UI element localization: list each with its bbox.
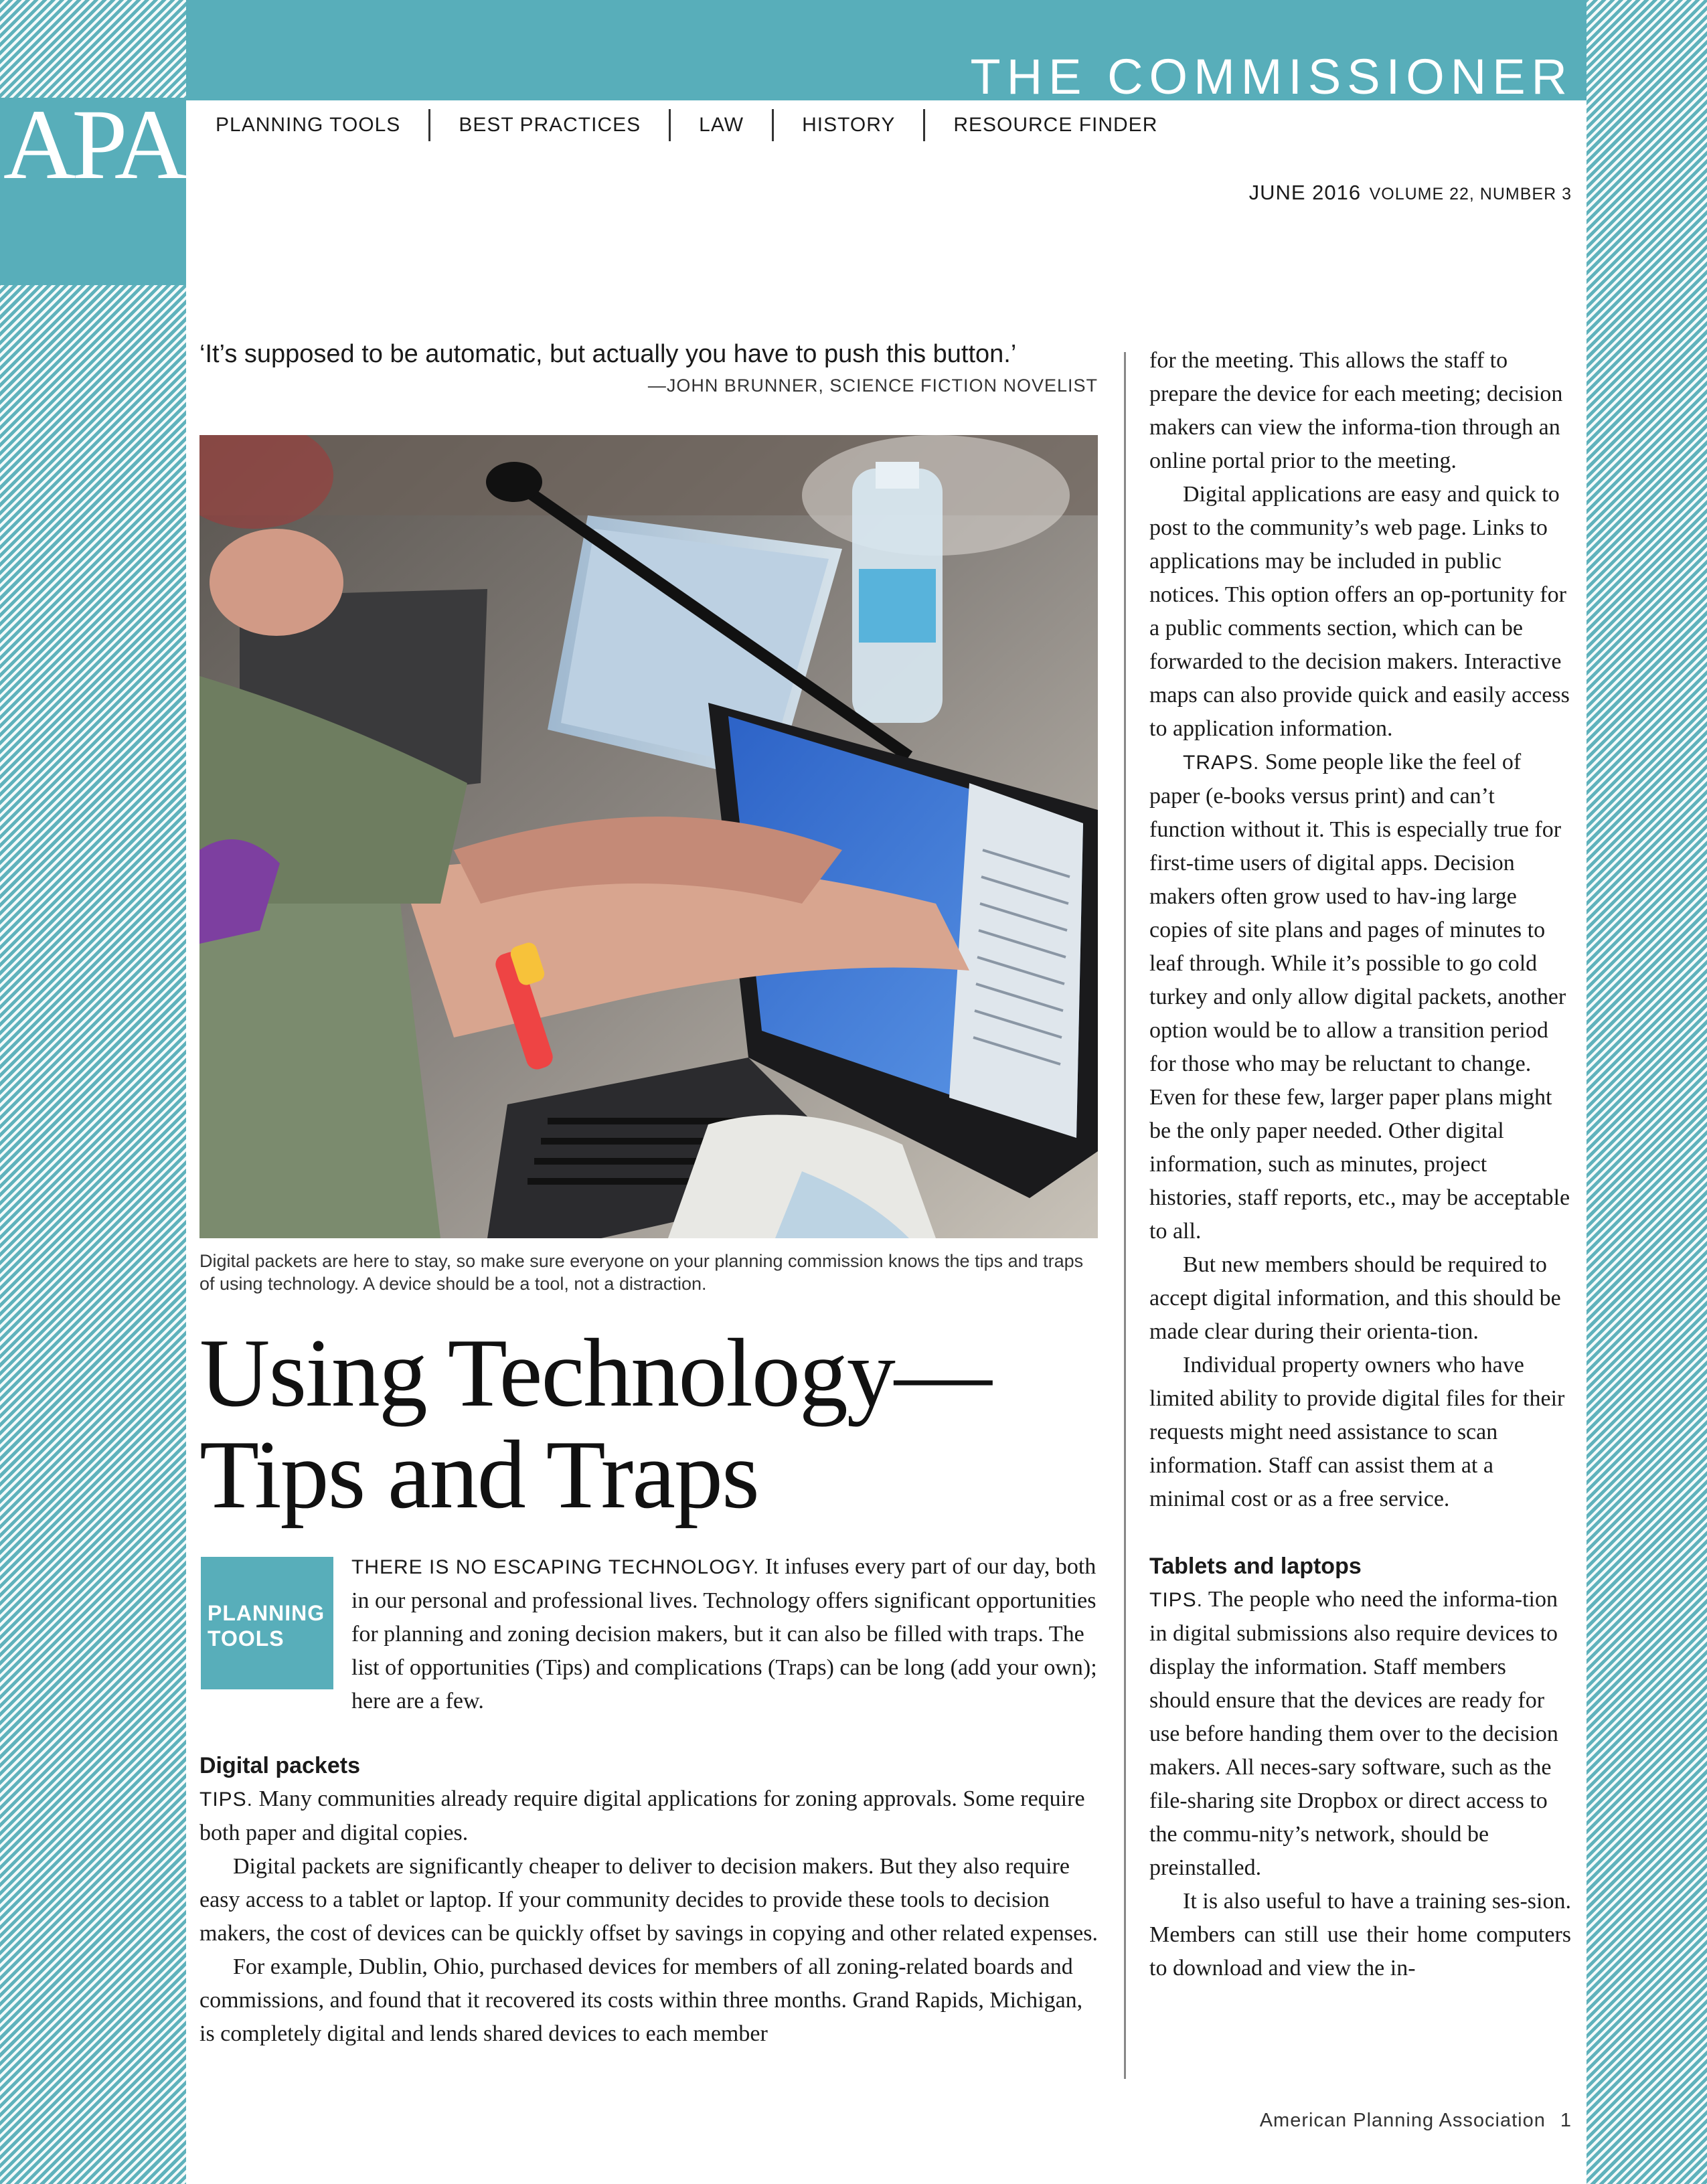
quote-attribution: —JOHN BRUNNER, SCIENCE FICTION NOVELIST [647, 375, 1098, 396]
nav-history[interactable]: HISTORY [772, 109, 923, 141]
nav-law[interactable]: LAW [669, 109, 772, 141]
footer-org: American Planning Association [1259, 2110, 1546, 2131]
body-paragraph: It is also useful to have a training ses-sion. Members can still use their home computers to download and view the in- [1149, 1889, 1571, 1981]
body-paragraph: The people who need the informa-tion in digital submissions also require devices to display the information. Staff members should ensure that the devices are ready for use before handing them over to the decision makers. All neces-sary software, such as the file-sharing site Dropbox or direct access to the commu-nity’s network, should be preinstalled. [1149, 1587, 1558, 1880]
pull-quote [199, 340, 1098, 396]
body-paragraph: Some people like the feel of paper (e-books versus print) and can’t function without it. This is especially true for first-time users of digital apps. Decision makers often grow used to hav-ing large copies of site plans and pages of minutes to leaf through. While it’s possible to go cold turkey and only allow digital packets, another option would be to allow a transition period for those who may be reluctant to change. Even for these few, larger paper plans might be the only paper needed. Other digital information, such as minutes, project histories, staff reports, etc., may be acceptable to all. [1149, 750, 1570, 1244]
body-paragraph: Many communities already require digital applications for zoning approvals. Some require both paper and digital copies. [199, 1786, 1085, 1845]
tag-line-2: TOOLS [208, 1626, 284, 1651]
planning-tools-tag[interactable] [201, 1557, 333, 1689]
headline-line-2: Tips and Traps [199, 1420, 758, 1529]
issue-volume: VOLUME 22, NUMBER 3 [1369, 185, 1572, 203]
article-photo [199, 435, 1098, 1238]
issue-info [1249, 181, 1572, 205]
intro-text: It infuses every part of our day, both in our personal and professional lives. Technology offers significant opportunities for planning and zoning decision makers, but it can also be filled with traps. The list of opportunities (Tips) and complications (Traps) can be long (add your own); here are a few. [351, 1554, 1097, 1713]
body-paragraph: Digital packets are significantly cheaper to deliver to decision makers. But they also require easy access to a tablet or laptop. If your community decides to provide these tools to decision makers, the cost of devices can be quickly offset by savings in copying and other related expenses. [199, 1854, 1098, 1946]
intro-paragraph [351, 1550, 1098, 1718]
nav-best-practices[interactable]: BEST PRACTICES [428, 109, 669, 141]
nav-resource-finder[interactable]: RESOURCE FINDER [923, 109, 1186, 141]
photo-caption: Digital packets are here to stay, so make sure everyone on your planning commission knows the tips and traps of using technology. A device should be a tool, not a distraction. [199, 1251, 1084, 1294]
issue-date: JUNE 2016 [1248, 181, 1362, 204]
body-paragraph: for the meeting. This allows the staff to prepare the device for each meeting; decision makers can view the informa-tion through an online portal prior to the meeting. [1149, 348, 1563, 473]
page-number: 1 [1560, 2110, 1572, 2131]
right-column-body [1149, 344, 1571, 1985]
headline-line-1: Using Technology— [199, 1319, 991, 1427]
intro-lead: THERE IS NO ESCAPING TECHNOLOGY. [351, 1556, 760, 1578]
section-heading-tablets-laptops: Tablets and laptops [1149, 1553, 1362, 1579]
apa-logo[interactable]: APA [3, 98, 183, 191]
tips-label: TIPS. [1149, 1589, 1204, 1611]
body-paragraph: Digital applications are easy and quick to post to the community’s web page. Links to applications may be included in public notices. This option offers an op-portunity for a public comments section, which can be forwarded to the decision makers. Interactive maps can also provide quick and easily access to application information. [1149, 482, 1570, 741]
body-paragraph: For example, Dublin, Ohio, purchased devices for members of all zoning-related boards and commissions, and found that it recovered its costs within three months. Grand Rapids, Michigan, is completely digital and lends shared devices to each member [199, 1954, 1083, 2046]
tips-label: TIPS. [199, 1788, 254, 1811]
traps-label: TRAPS. [1183, 752, 1260, 774]
left-column-body [199, 1749, 1098, 2051]
page-footer [1260, 2110, 1572, 2132]
nav-planning-tools[interactable]: PLANNING TOOLS [216, 114, 401, 136]
section-heading-digital-packets: Digital packets [199, 1753, 360, 1778]
masthead-title: THE COMMISSIONER [970, 52, 1573, 100]
body-paragraph: But new members should be required to accept digital information, and this should be made clear during their orienta-tion. [1149, 1252, 1561, 1344]
body-paragraph: Individual property owners who have limited ability to provide digital files for their requests might need assistance to scan information. Staff can assist them at a minimal cost or as a free service. [1149, 1353, 1565, 1511]
tablet-photo-illustration [199, 435, 1098, 1238]
top-nav [186, 108, 1186, 142]
article-headline [199, 1319, 1098, 1529]
quote-text: ‘It’s supposed to be automatic, but actually you have to push this button.’ [199, 340, 1017, 368]
column-divider [1124, 352, 1126, 2079]
tag-line-1: PLANNING [208, 1601, 325, 1625]
